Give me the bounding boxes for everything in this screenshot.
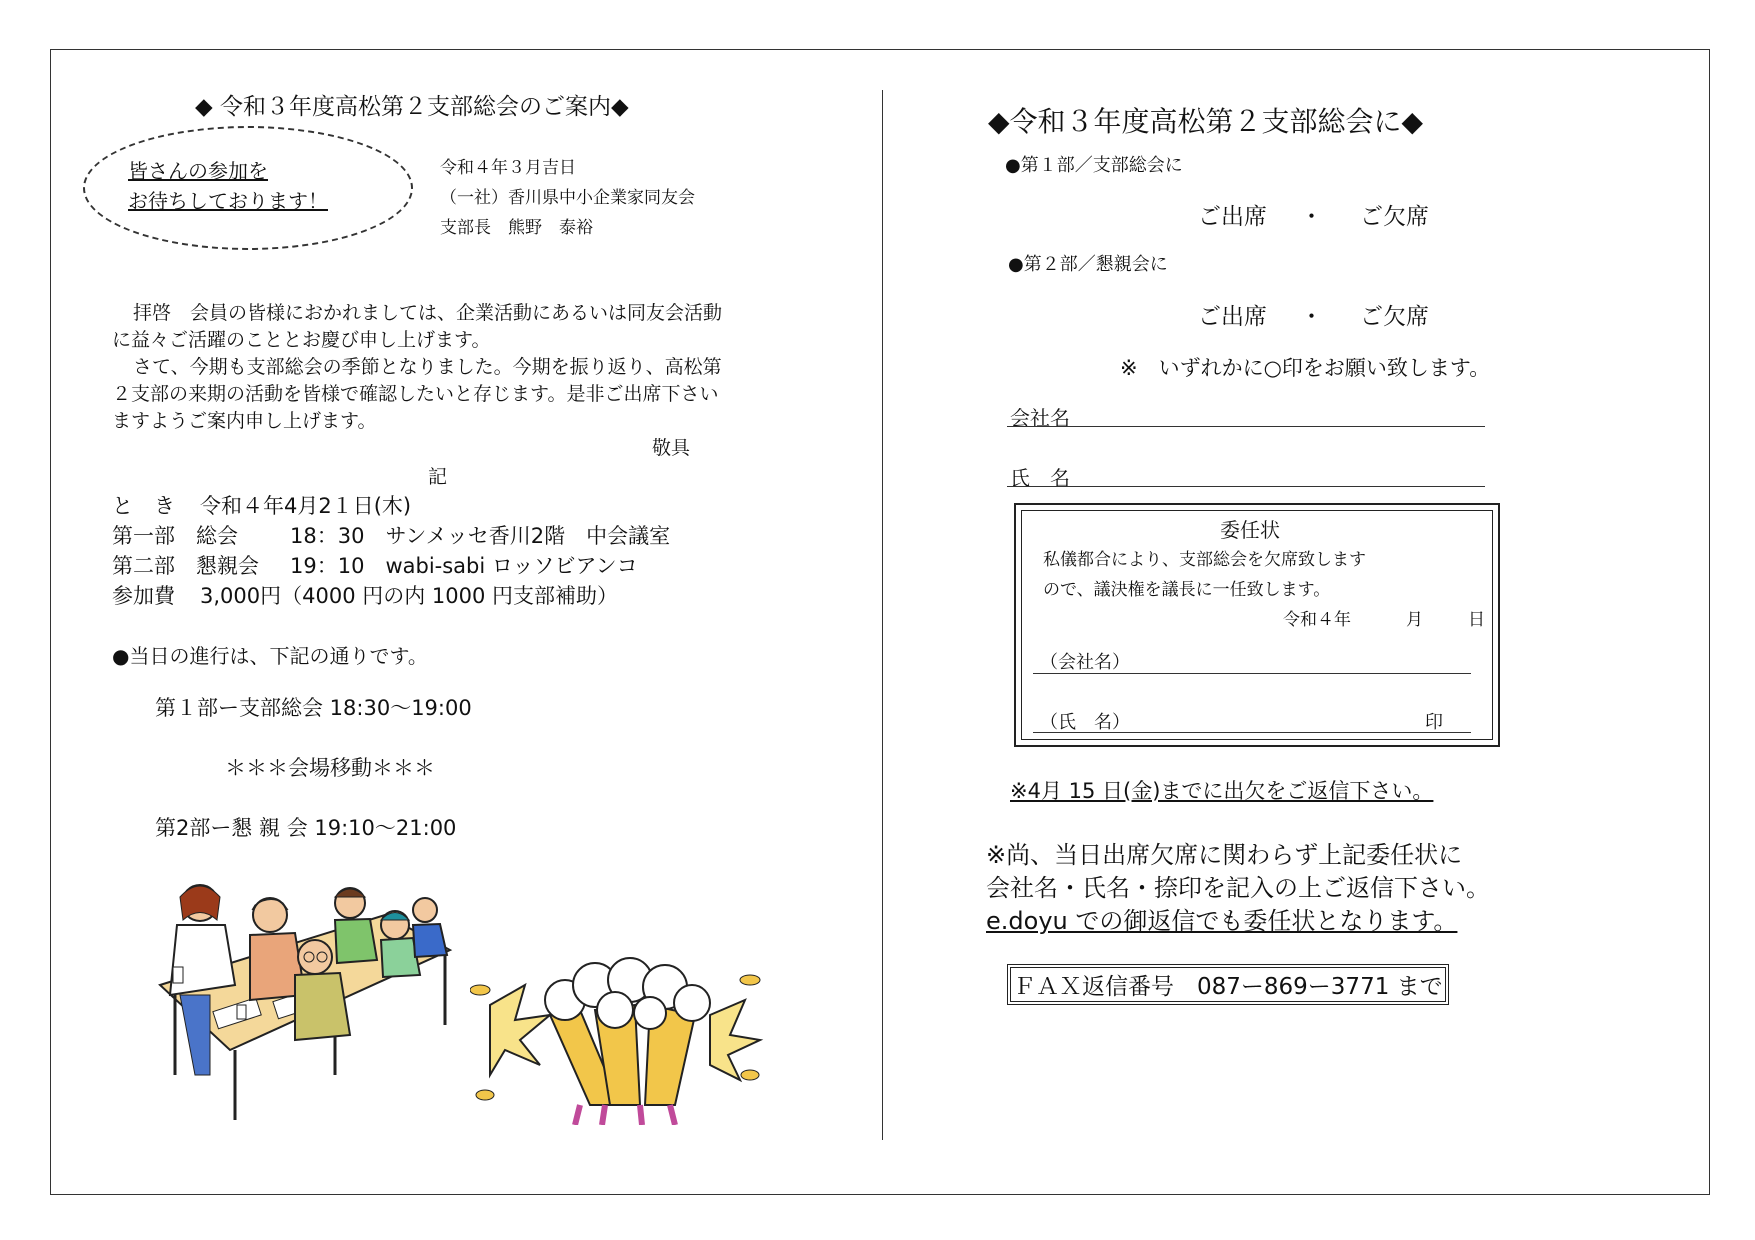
part1-separator: ・ (1300, 204, 1323, 230)
proxy-company-label: （会社名） (1040, 652, 1130, 673)
part2-separator: ・ (1300, 304, 1323, 330)
closing: 敬具 (652, 437, 691, 459)
part2-absent-option[interactable]: ご欠席 (1360, 304, 1429, 330)
schedule-part1 (112, 520, 670, 550)
part1-question: ●第１部／支部総会に (1005, 155, 1183, 176)
progress-part1: 第１部ー支部総会 18:30～19:00 (155, 696, 472, 720)
company-field[interactable] (1007, 426, 1485, 427)
fee-value: 3,000円（4000 円の内 1000 円支部補助） (200, 584, 619, 608)
part1-value: 18：30 サンメッセ香川2階 中会議室 (290, 524, 671, 548)
proxy-day: 日 (1468, 610, 1485, 630)
fee-label: 参加費 (112, 584, 175, 608)
invite-line-1: 皆さんの参加を (128, 159, 268, 183)
schedule-fee (112, 580, 618, 610)
part2-question: ●第２部／懇親会に (1008, 254, 1168, 275)
beer-toast-illustration (470, 955, 770, 1125)
name-label: 氏 名 (1010, 466, 1070, 490)
progress-part2: 第2部ー懇 親 会 19:10～21:00 (155, 816, 457, 840)
company-label: 会社名 (1010, 406, 1070, 430)
note-line3: e.doyu での御返信でも委任状となります。 (986, 907, 1458, 935)
signer: 支部長 熊野 泰裕 (440, 218, 593, 238)
circle-note: ※ いずれかに○印をお願い致します。 (1120, 356, 1491, 380)
proxy-seal: 印 (1425, 712, 1443, 733)
name-field[interactable] (1007, 486, 1485, 487)
proxy-month: 月 (1406, 610, 1423, 630)
para1-line1: 拝啓 会員の皆様におかれましては、企業活動にあるいは同友会活動 (133, 302, 723, 324)
part2-value: 19：10 wabi-sabi ロッソビアンコ (290, 554, 638, 578)
part1-label: 第一部 総会 (112, 524, 238, 548)
part1-attend-option[interactable]: ご出席 (1198, 204, 1267, 230)
progress-move: ＊＊＊会場移動＊＊＊ (225, 756, 435, 780)
progress-heading: ●当日の進行は、下記の通りです。 (112, 644, 428, 668)
proxy-name-field[interactable] (1033, 732, 1471, 733)
proxy-date-era: 令和４年 (1283, 610, 1351, 630)
when-value: 令和４年4月2１日(木) (200, 494, 412, 518)
proxy-line1: 私儀都合により、支部総会を欠席致します (1043, 550, 1366, 570)
proxy-line2: ので、議決権を議長に一任致します。 (1043, 580, 1331, 600)
part1-absent-option[interactable]: ご欠席 (1360, 204, 1429, 230)
part2-label: 第二部 懇親会 (112, 554, 259, 578)
note-line2: 会社名・氏名・捺印を記入の上ご返信下さい。 (986, 874, 1490, 902)
para2-line3: ますようご案内申し上げます。 (112, 410, 377, 432)
para2-line1: さて、今期も支部総会の季節となりました。今期を振り返り、高松第 (133, 356, 722, 378)
invite-line-2: お待ちしております！ (128, 189, 328, 213)
schedule-part2 (112, 550, 638, 580)
right-title: ◆令和３年度高松第２支部総会に◆ (988, 105, 1424, 138)
left-title: ◆ 令和３年度高松第２支部総会のご案内◆ (195, 94, 629, 120)
when-label: と き (112, 494, 175, 518)
note-line1: ※尚、当日出席欠席に関わらず上記委任状に (986, 841, 1463, 869)
schedule-when (112, 490, 411, 520)
fax-number-box: ＦＡＸ返信番号 087ー869ー3771 まで (1010, 967, 1446, 1002)
organization: （一社）香川県中小企業家同友会 (440, 188, 695, 208)
issue-date: 令和４年３月吉日 (440, 158, 576, 178)
para1-line2: に益々ご活躍のこととお慶び申し上げます。 (112, 329, 491, 351)
ki-heading: 記 (428, 466, 448, 488)
proxy-company-field[interactable] (1033, 673, 1471, 674)
part2-attend-option[interactable]: ご出席 (1198, 304, 1267, 330)
para2-line2: ２支部の来期の活動を皆様で確認したいと存じます。是非ご出席下さい (112, 383, 719, 405)
meeting-illustration (155, 875, 455, 1125)
proxy-title: 委任状 (1220, 518, 1280, 542)
deadline-note: ※4月 15 日(金)までに出欠をご返信下さい。 (1010, 779, 1434, 803)
center-divider (882, 90, 883, 1140)
proxy-name-label: （氏 名） (1040, 712, 1130, 733)
